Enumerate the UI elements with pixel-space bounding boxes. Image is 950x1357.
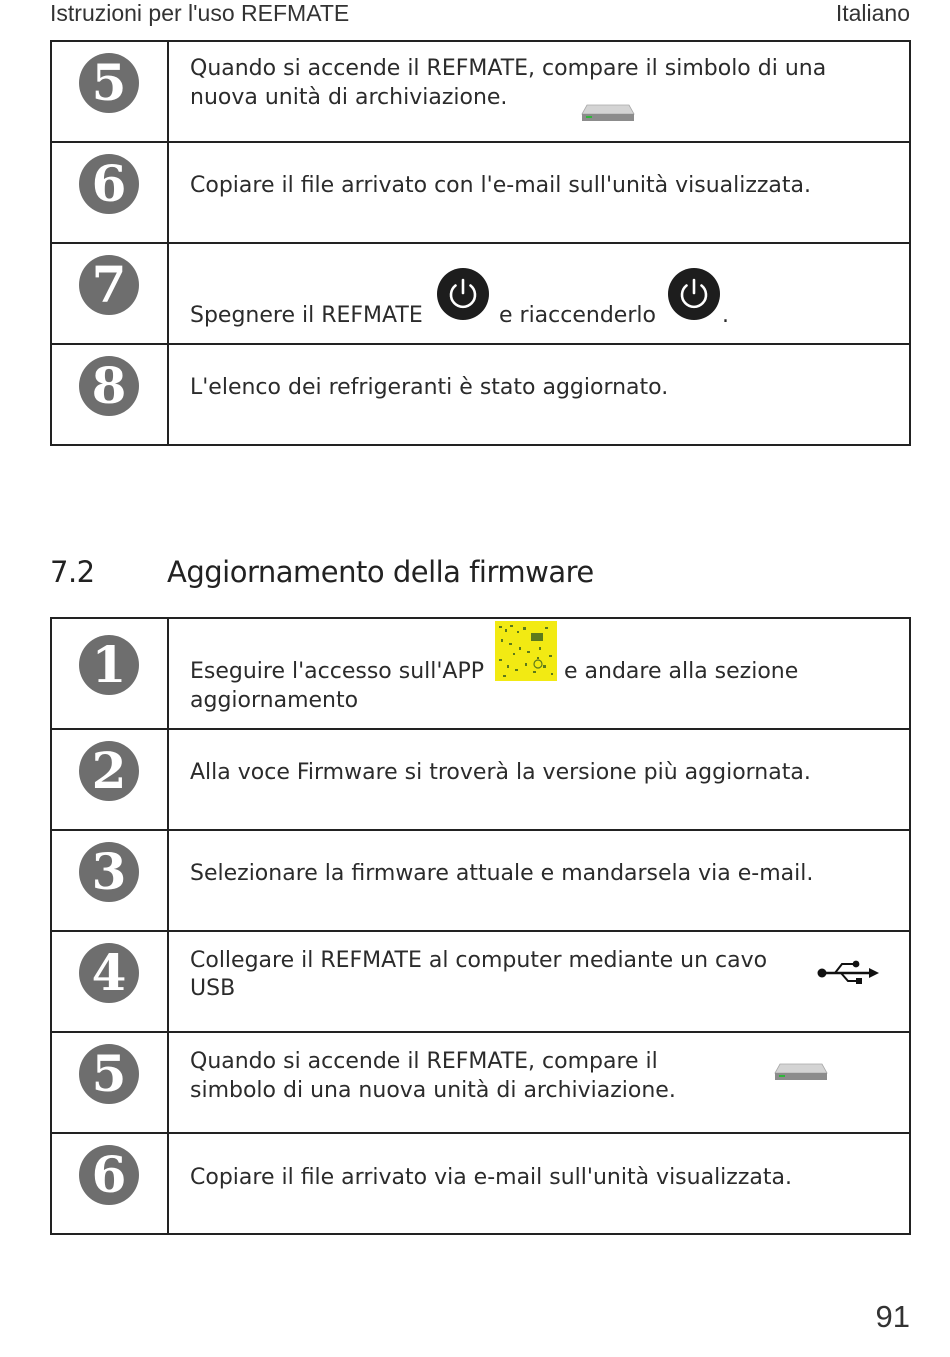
table-row bbox=[51, 1133, 910, 1234]
table-row bbox=[51, 618, 910, 729]
step-text: Eseguire l'accesso sull'APP bbox=[190, 659, 485, 684]
step-text: nuova unità di archiviazione. bbox=[190, 85, 508, 110]
step-number-badge: 7 bbox=[79, 255, 139, 315]
step-number-badge: 2 bbox=[79, 741, 139, 801]
table-row bbox=[51, 931, 910, 1032]
step-text: Quando si accende il REFMATE, compare il simbolo di una bbox=[190, 56, 827, 81]
step-text: . bbox=[722, 303, 729, 328]
page-number: 91 bbox=[875, 1299, 910, 1334]
step-text: Copiare il file arrivato con l'e-mail sull'unità visualizzata. bbox=[190, 173, 812, 198]
section-number: 7.2 bbox=[50, 555, 95, 589]
table-row bbox=[51, 344, 910, 445]
step-text: Copiare il file arrivato via e-mail sull'unità visualizzata. bbox=[190, 1165, 792, 1190]
app-qr-icon bbox=[495, 621, 557, 681]
power-icon bbox=[667, 267, 721, 321]
step-text: aggiornamento bbox=[190, 688, 359, 713]
power-icon bbox=[436, 267, 490, 321]
header-manual-title: Istruzioni per l'uso REFMATE bbox=[50, 0, 350, 26]
step-text: e riaccenderlo bbox=[499, 303, 656, 328]
step-number-badge: 1 bbox=[79, 635, 139, 695]
table-row bbox=[51, 243, 910, 344]
step-text: Quando si accende il REFMATE, compare il bbox=[190, 1049, 658, 1074]
table-row bbox=[51, 1032, 910, 1133]
step-text: Collegare il REFMATE al computer mediante un cavo bbox=[190, 948, 768, 973]
table-row bbox=[51, 41, 910, 142]
steps-table-2 bbox=[50, 617, 911, 1235]
step-number-badge: 6 bbox=[79, 154, 139, 214]
table-row bbox=[51, 729, 910, 830]
step-number-badge: 8 bbox=[79, 356, 139, 416]
step-number-badge: 4 bbox=[79, 943, 139, 1003]
steps-table-1 bbox=[50, 40, 911, 446]
header-language: Italiano bbox=[835, 0, 910, 26]
table-row bbox=[51, 830, 910, 931]
section-title: Aggiornamento della firmware bbox=[167, 555, 594, 589]
step-text: L'elenco dei refrigeranti è stato aggiornato. bbox=[190, 375, 669, 400]
step-number-badge: 5 bbox=[79, 1044, 139, 1104]
drive-icon bbox=[579, 102, 637, 124]
drive-icon bbox=[772, 1061, 830, 1083]
step-text: Spegnere il REFMATE bbox=[190, 303, 423, 328]
step-number-badge: 3 bbox=[79, 842, 139, 902]
step-text: e andare alla sezione bbox=[564, 659, 799, 684]
table-row bbox=[51, 142, 910, 243]
usb-icon bbox=[817, 959, 879, 987]
step-text: simbolo di una nuova unità di archiviazione. bbox=[190, 1078, 676, 1103]
step-number-badge: 6 bbox=[79, 1145, 139, 1205]
step-text: Alla voce Firmware si troverà la versione più aggiornata. bbox=[190, 760, 811, 785]
step-text: Selezionare la firmware attuale e mandarsela via e-mail. bbox=[190, 861, 814, 886]
step-text: USB bbox=[190, 976, 236, 1001]
step-number-badge: 5 bbox=[79, 53, 139, 113]
